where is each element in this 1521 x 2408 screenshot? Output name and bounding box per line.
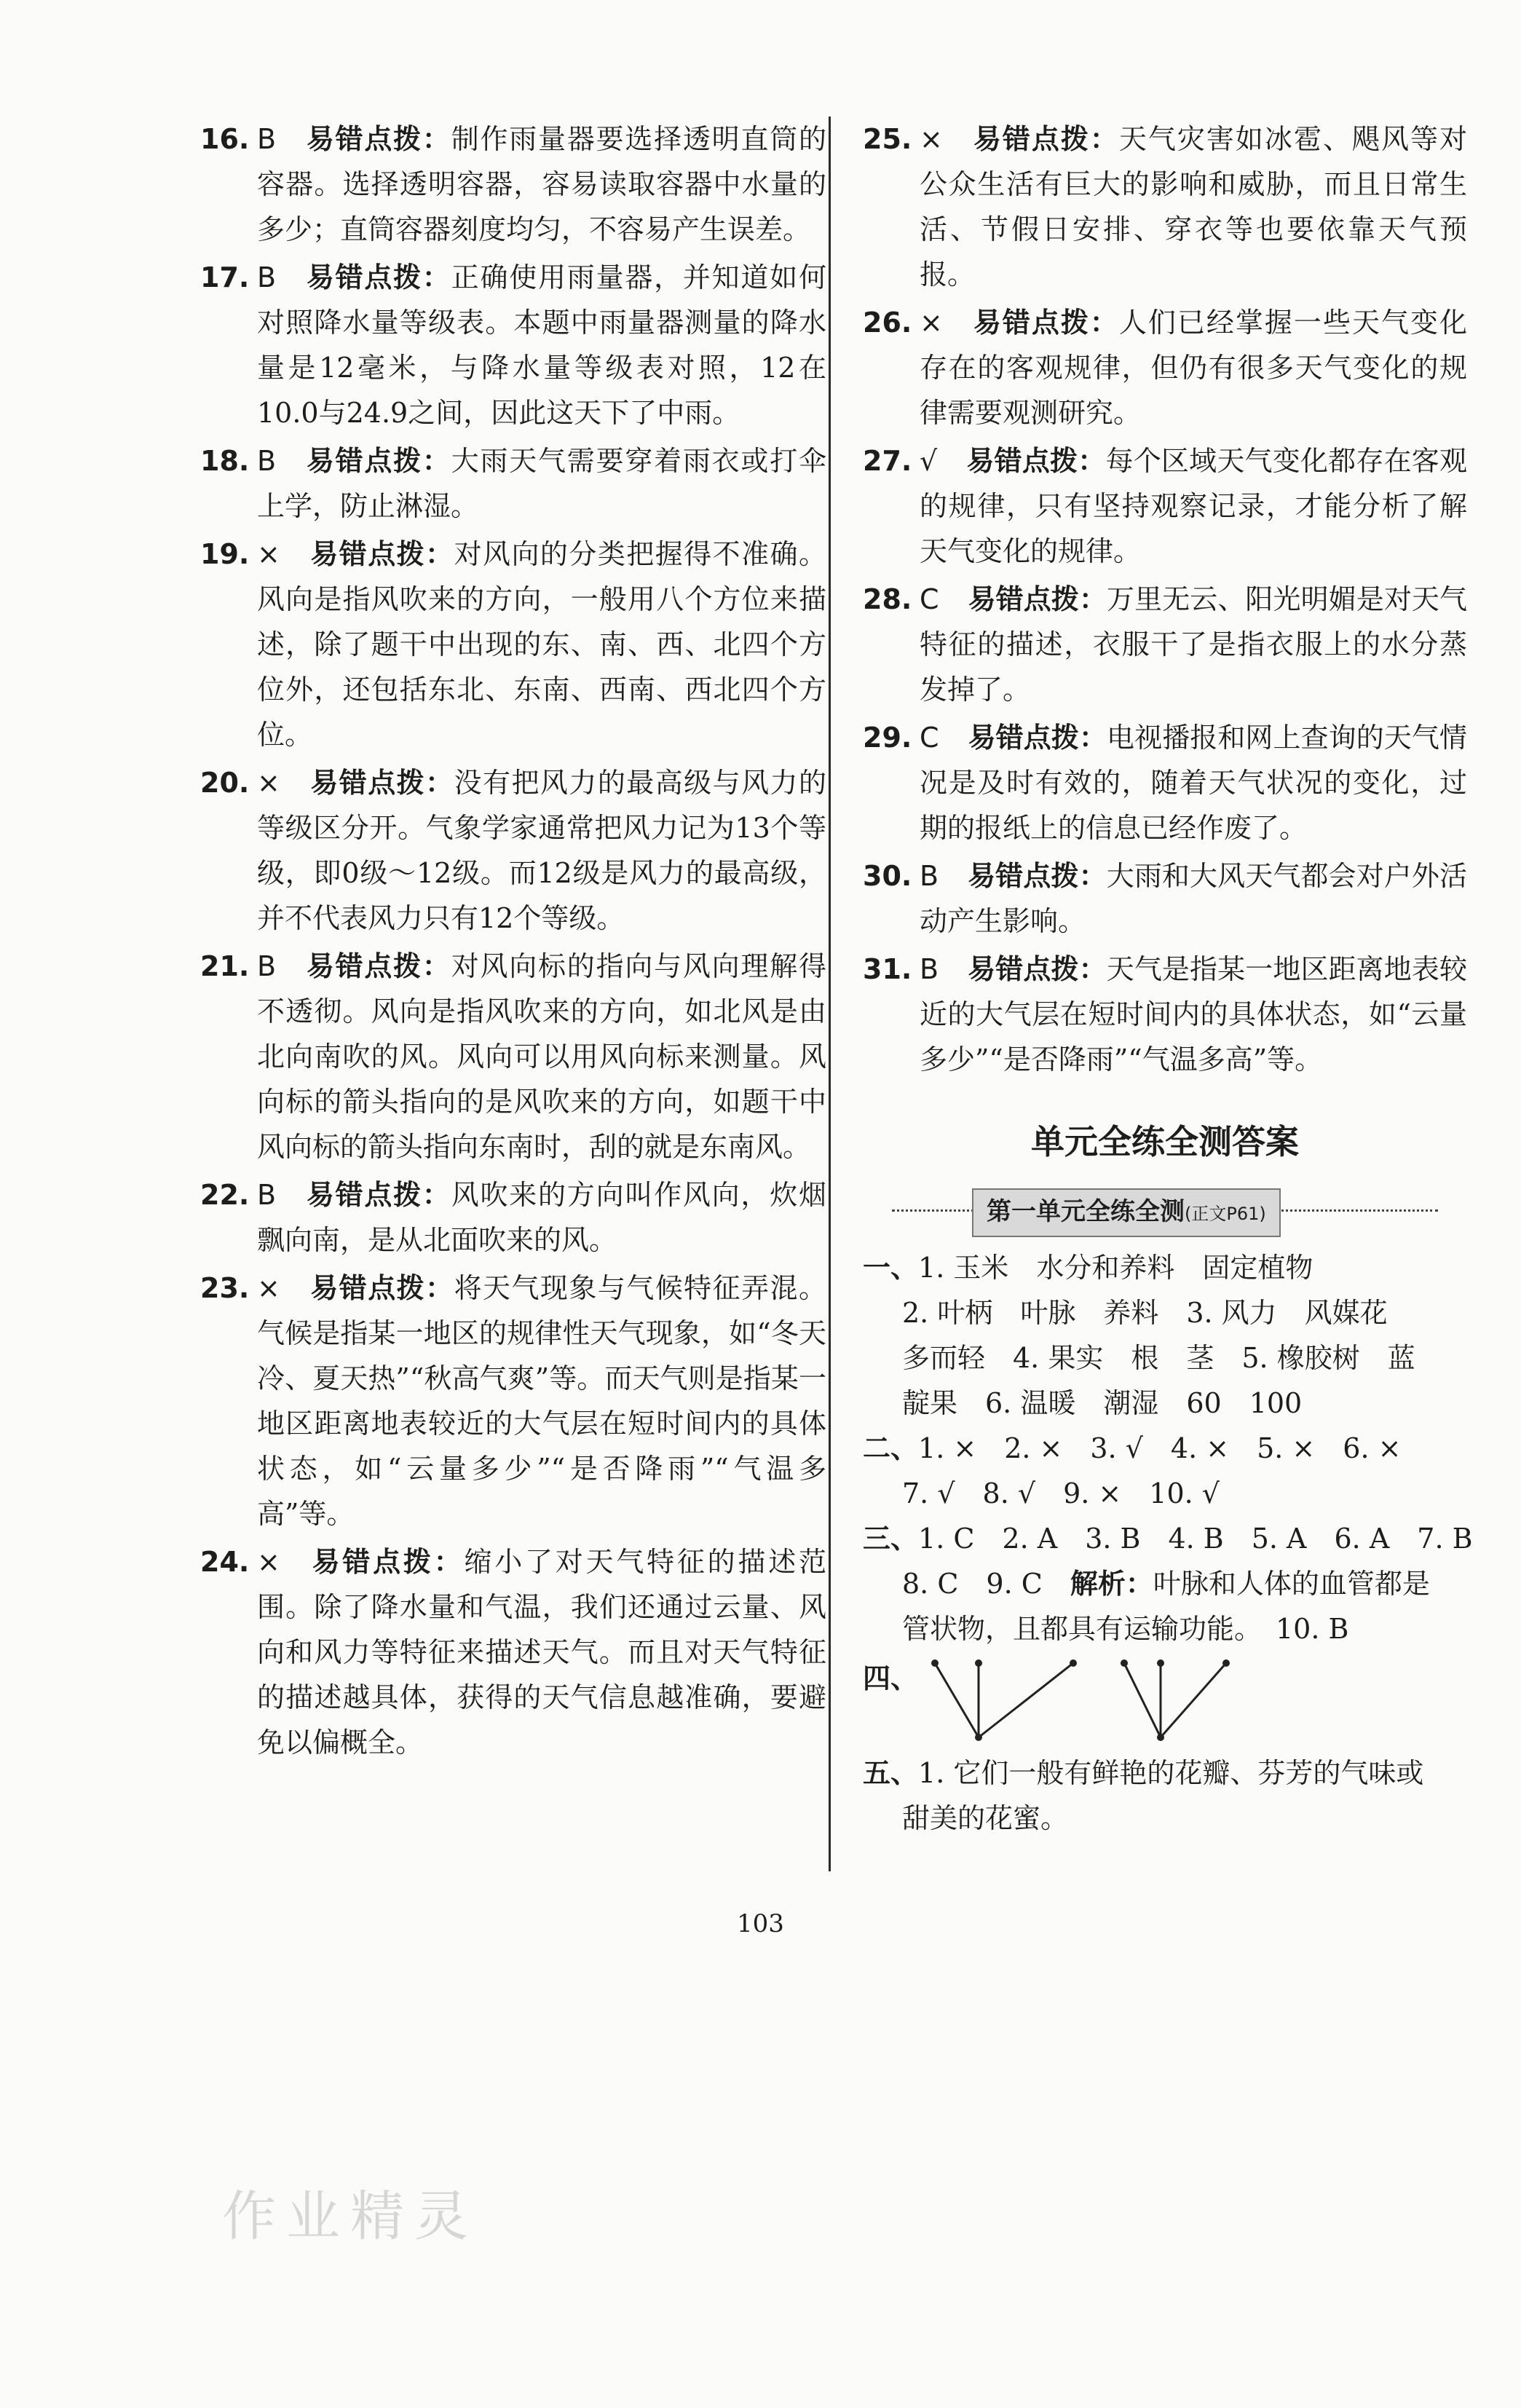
item-answer: × bbox=[920, 307, 943, 339]
item-explanation: 制作雨量器要选择透明直筒的容器。选择透明容器，容易读取容器中水量的多少；直筒容器刻度均匀，不容易产生误差。 bbox=[257, 123, 826, 245]
item-tip-label: 易错点拨： bbox=[968, 583, 1107, 615]
subsection-ref: (正文P61) bbox=[1185, 1204, 1266, 1224]
matching-lines-diagram bbox=[928, 1656, 1248, 1743]
item-explanation: 将天气现象与气候特征弄混。气候是指某一地区的规律性天气现象，如“冬天冷、夏天热”“秋高气爽”等。而天气则是指某一地区距离地表较近的大气层在短时间内的具体状态，如“云量多少”“是否降雨”“气温多高”等。 bbox=[257, 1272, 826, 1530]
answer-item bbox=[200, 760, 826, 941]
item-explanation: 风吹来的方向叫作风向，炊烟飘向南，是从北面吹来的风。 bbox=[257, 1179, 826, 1256]
match-group-2 bbox=[1121, 1659, 1230, 1741]
answer-item bbox=[200, 944, 826, 1169]
part-3-line-1: 1. C 2. A 3. B 4. B 5. A 6. A 7. B bbox=[918, 1523, 1473, 1555]
part-1-label: 一、 bbox=[863, 1252, 919, 1284]
item-explanation: 正确使用雨量器，并知道如何对照降水量等级表。本题中雨量器测量的降水量是12毫米，与降水量等级表对照，12在10.0与24.9之间，因此这天下了中雨。 bbox=[257, 261, 826, 429]
subsection-box bbox=[972, 1188, 1281, 1237]
item-tip-label: 易错点拨： bbox=[305, 950, 451, 982]
item-number: 27. bbox=[863, 445, 912, 477]
answer-item bbox=[200, 1172, 826, 1263]
item-number: 21. bbox=[200, 950, 250, 982]
item-answer: × bbox=[257, 1546, 280, 1578]
answer-item bbox=[863, 438, 1467, 574]
right-column bbox=[863, 117, 1473, 1841]
part-5-line-1: 1. 它们一般有鲜艳的花瓣、芬芳的气味或 bbox=[918, 1757, 1424, 1789]
section-title: 单元全练全测答案 bbox=[1031, 1122, 1299, 1161]
answer-item bbox=[863, 715, 1467, 850]
item-answer: B bbox=[257, 1179, 277, 1211]
item-number: 22. bbox=[200, 1179, 250, 1211]
item-answer: C bbox=[920, 583, 939, 615]
item-number: 19. bbox=[200, 538, 250, 570]
answer-list-left bbox=[200, 117, 826, 1765]
item-explanation: 对风向标的指向与风向理解得不透彻。风向是指风吹来的方向，如北风是由北向南吹的风。风向可以用风向标来测量。风向标的箭头指向的是风吹来的方向，如题干中风向标的箭头指向东南时，刮的就是东南风。 bbox=[257, 950, 826, 1163]
item-answer: B bbox=[920, 860, 939, 892]
answer-item bbox=[200, 117, 826, 252]
part-1-line-4: 靛果 6. 温暖 潮湿 60 100 bbox=[902, 1387, 1303, 1419]
item-explanation: 万里无云、阳光明媚是对天气特征的描述，衣服干了是指衣服上的水分蒸发掉了。 bbox=[920, 583, 1467, 706]
part-3-label: 三、 bbox=[863, 1523, 919, 1555]
item-tip-label: 易错点拨： bbox=[305, 123, 451, 155]
answer-item bbox=[863, 947, 1467, 1082]
answer-item bbox=[863, 853, 1467, 944]
part-5-line-2: 甜美的花蜜。 bbox=[902, 1802, 1069, 1834]
item-answer: × bbox=[257, 767, 280, 799]
match-group-1 bbox=[931, 1659, 1077, 1741]
answer-item bbox=[200, 1266, 826, 1536]
watermark: 作业精灵 bbox=[222, 2185, 478, 2248]
item-tip-label: 易错点拨： bbox=[968, 722, 1107, 754]
item-tip-label: 易错点拨： bbox=[971, 123, 1119, 155]
part-2-label: 二、 bbox=[863, 1432, 919, 1464]
item-answer: √ bbox=[920, 445, 938, 477]
answer-item bbox=[863, 300, 1467, 435]
item-tip-label: 易错点拨： bbox=[305, 261, 451, 293]
item-answer: B bbox=[257, 950, 277, 982]
item-explanation: 电视播报和网上查询的天气情况是及时有效的，随着天气状况的变化，过期的报纸上的信息已经作废了。 bbox=[920, 722, 1467, 844]
answer-item bbox=[200, 255, 826, 435]
item-answer: × bbox=[257, 538, 280, 570]
item-explanation: 大雨和大风天气都会对户外活动产生影响。 bbox=[920, 860, 1467, 937]
item-tip-label: 易错点拨： bbox=[309, 538, 454, 570]
item-tip-label: 易错点拨： bbox=[968, 860, 1107, 892]
item-explanation: 对风向的分类把握得不准确。风向是指风吹来的方向，一般用八个方位来描述，除了题干中出现的东、南、西、北四个方位外，还包括东北、东南、西南、西北四个方位。 bbox=[257, 538, 826, 751]
part-1-line-3: 多而轻 4. 果实 根 茎 5. 橡胶树 蓝 bbox=[902, 1342, 1415, 1374]
item-explanation: 天气灾害如冰雹、飓风等对公众生活有巨大的影响和威胁，而且日常生活、节假日安排、穿衣等也要依靠天气预报。 bbox=[920, 123, 1467, 291]
item-answer: B bbox=[257, 261, 277, 293]
part-5-label: 五、 bbox=[863, 1757, 919, 1789]
column-divider bbox=[829, 117, 831, 1871]
item-number: 26. bbox=[863, 307, 912, 339]
answer-list-right bbox=[863, 117, 1467, 1082]
part-2-line-1: 1. × 2. × 3. √ 4. × 5. × 6. × bbox=[918, 1432, 1402, 1464]
part-3-line-3: 管状物，且都具有运输功能。 10. B bbox=[902, 1613, 1349, 1645]
left-column bbox=[200, 117, 826, 1768]
subsection-header bbox=[863, 1185, 1467, 1235]
subsection-title: 第一单元全练全测 bbox=[987, 1197, 1185, 1226]
item-number: 17. bbox=[200, 261, 250, 293]
part-3-line-2-post: 叶脉和人体的血管都是 bbox=[1153, 1568, 1430, 1600]
item-number: 31. bbox=[863, 953, 912, 985]
part-1-line-2: 2. 叶柄 叶脉 养料 3. 风力 风媒花 bbox=[902, 1297, 1388, 1329]
answer-item bbox=[863, 117, 1467, 297]
item-number: 24. bbox=[200, 1546, 250, 1578]
item-answer: × bbox=[257, 1272, 280, 1304]
item-number: 16. bbox=[200, 123, 250, 155]
item-answer: B bbox=[257, 445, 277, 477]
part-3 bbox=[863, 1516, 1473, 1651]
answer-item bbox=[200, 438, 826, 529]
part-2-line-2: 7. √ 8. √ 9. × 10. √ bbox=[902, 1477, 1220, 1509]
item-tip-label: 易错点拨： bbox=[966, 445, 1106, 477]
part-3-line-2-pre: 8. C 9. C bbox=[902, 1568, 1070, 1600]
part-1 bbox=[863, 1245, 1467, 1426]
item-explanation: 人们已经掌握一些天气变化存在的客观规律，但仍有很多天气变化的规律需要观测研究。 bbox=[920, 307, 1467, 429]
item-number: 29. bbox=[863, 722, 912, 754]
item-tip-label: 易错点拨： bbox=[309, 767, 454, 799]
part-1-line-1: 1. 玉米 水分和养料 固定植物 bbox=[918, 1252, 1313, 1284]
item-answer: B bbox=[257, 123, 277, 155]
item-explanation: 每个区域天气变化都存在客观的规律，只有坚持观察记录，才能分析了解天气变化的规律。 bbox=[920, 445, 1467, 567]
item-tip-label: 易错点拨： bbox=[309, 1546, 465, 1578]
item-answer: B bbox=[920, 953, 939, 985]
item-tip-label: 易错点拨： bbox=[971, 307, 1119, 339]
item-number: 20. bbox=[200, 767, 250, 799]
item-tip-label: 易错点拨： bbox=[309, 1272, 454, 1304]
part-2 bbox=[863, 1426, 1467, 1516]
item-explanation: 大雨天气需要穿着雨衣或打伞上学，防止淋湿。 bbox=[257, 445, 826, 522]
page-number: 103 bbox=[737, 1909, 784, 1938]
item-explanation: 缩小了对天气特征的描述范围。除了降水量和气温，我们还通过云量、风向和风力等特征来描述天气。而且对天气特征的描述越具体，获得的天气信息越准确，要避免以偏概全。 bbox=[257, 1546, 826, 1758]
item-explanation: 没有把风力的最高级与风力的等级区分开。气象学家通常把风力记为13个等级，即0级～12级。而12级是风力的最高级，并不代表风力只有12个等级。 bbox=[257, 767, 826, 934]
answer-item bbox=[200, 1539, 826, 1765]
item-answer: C bbox=[920, 722, 939, 754]
part-5 bbox=[863, 1750, 1467, 1841]
item-tip-label: 易错点拨： bbox=[305, 1179, 451, 1211]
item-answer: × bbox=[920, 123, 943, 155]
item-number: 30. bbox=[863, 860, 912, 892]
analysis-label: 解析： bbox=[1070, 1568, 1153, 1600]
item-tip-label: 易错点拨： bbox=[305, 445, 451, 477]
answer-item bbox=[200, 532, 826, 757]
item-number: 23. bbox=[200, 1272, 250, 1304]
item-number: 18. bbox=[200, 445, 250, 477]
item-number: 25. bbox=[863, 123, 912, 155]
item-explanation: 天气是指某一地区距离地表较近的大气层在短时间内的具体状态，如“云量多少”“是否降雨”“气温多高”等。 bbox=[920, 953, 1467, 1075]
answer-item bbox=[863, 577, 1467, 712]
part-4 bbox=[863, 1656, 1467, 1750]
part-4-label: 四、 bbox=[863, 1662, 919, 1694]
item-tip-label: 易错点拨： bbox=[968, 953, 1107, 985]
item-number: 28. bbox=[863, 583, 912, 615]
